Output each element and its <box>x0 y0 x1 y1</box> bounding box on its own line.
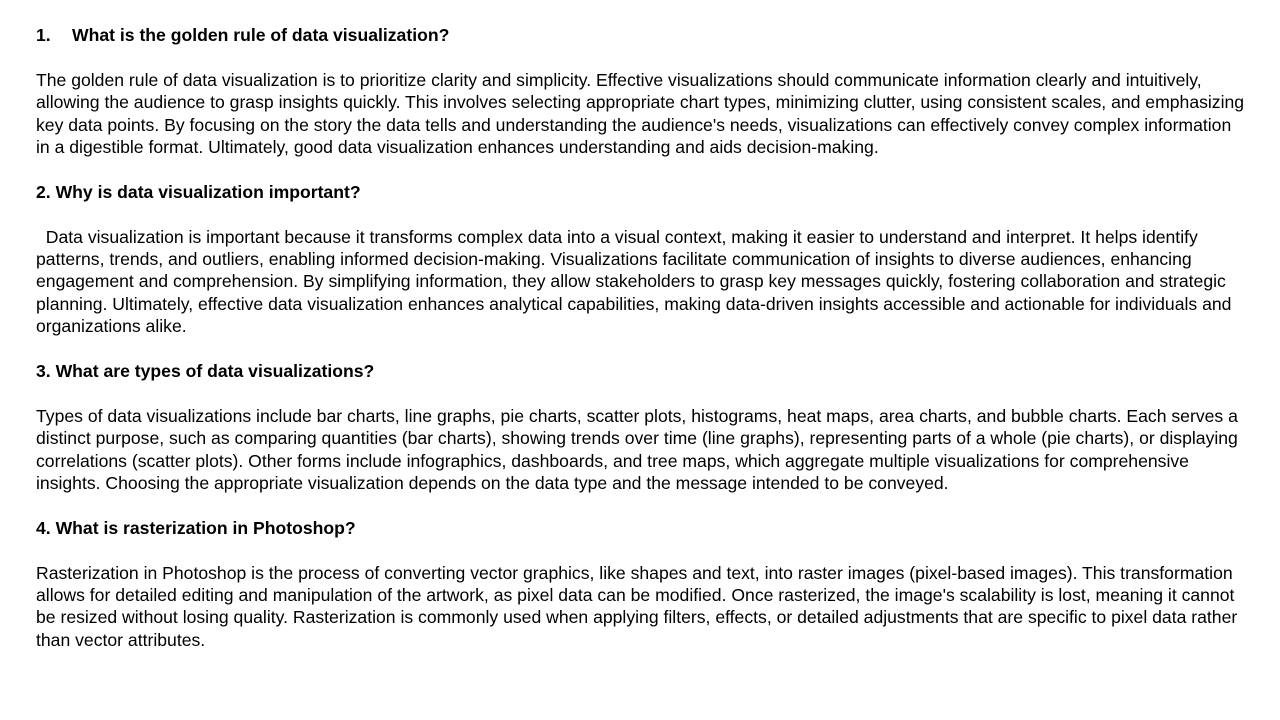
question-text: What are types of data visualizations? <box>55 361 375 382</box>
question-number: 3. <box>36 361 51 382</box>
question-text: Why is data visualization important? <box>55 181 361 202</box>
faq-question-3 <box>36 360 1248 382</box>
question-number: 4. <box>36 517 51 538</box>
question-number: 2. <box>36 181 51 202</box>
faq-answer-3: Types of data visualizations include bar charts, line graphs, pie charts, scatter plots, histograms, heat maps, area charts, and bubble charts. Each serves a distinct purpose, such as comparing quantities (bar charts), showing trends over time (line graphs), representing parts of a whole (pie charts), or displaying correlations (scatter plots). Other forms include infographics, dashboards, and tree maps, which aggregate multiple visualizations for comprehensive insights. Choosing the appropriate visualization depends on the data type and the message intended to be conveyed. <box>36 405 1243 494</box>
question-text: What is the golden rule of data visualization? <box>72 25 450 45</box>
faq-question-2 <box>36 181 1248 203</box>
faq-question-4 <box>36 517 1248 539</box>
faq-document <box>36 24 1248 651</box>
question-text: What is rasterization in Photoshop? <box>55 517 356 538</box>
faq-answer-1: The golden rule of data visualization is to prioritize clarity and simplicity. Effective visualizations should communicate information clearly and intuitively, allowing the audience to grasp insights quickly. This involves selecting appropriate chart types, minimizing clutter, using consistent scales, and emphasizing key data points. By focusing on the story the data tells and understanding the audience's needs, visualizations can effectively convey complex information in a digestible format. Ultimately, good data visualization enhances understanding and aids decision-making. <box>36 69 1249 158</box>
faq-answer-4: Rasterization in Photoshop is the process of converting vector graphics, like shapes and text, into raster images (pixel-based images). This transformation allows for detailed editing and manipulation of the artwork, as pixel data can be modified. Once rasterized, the image's scalability is lost, meaning it cannot be resized without losing quality. Rasterization is commonly used when applying filters, effects, or detailed adjustments that are specific to pixel data rather than vector attributes. <box>36 562 1243 650</box>
faq-answer-2: Data visualization is important because it transforms complex data into a visual context, making it easier to understand and interpret. It helps identify patterns, trends, and outliers, enabling informed decision-making. Visualizations facilitate communication of insights to diverse audiences, enhancing engagement and comprehension. By simplifying information, they allow stakeholders to grasp key messages quickly, fostering collaboration and strategic planning. Ultimately, effective data visualization enhances analytical capabilities, making data-driven insights accessible and actionable for individuals and organizations alike. <box>36 226 1237 337</box>
question-number: 1. <box>36 25 51 45</box>
faq-question-1 <box>36 24 1248 46</box>
